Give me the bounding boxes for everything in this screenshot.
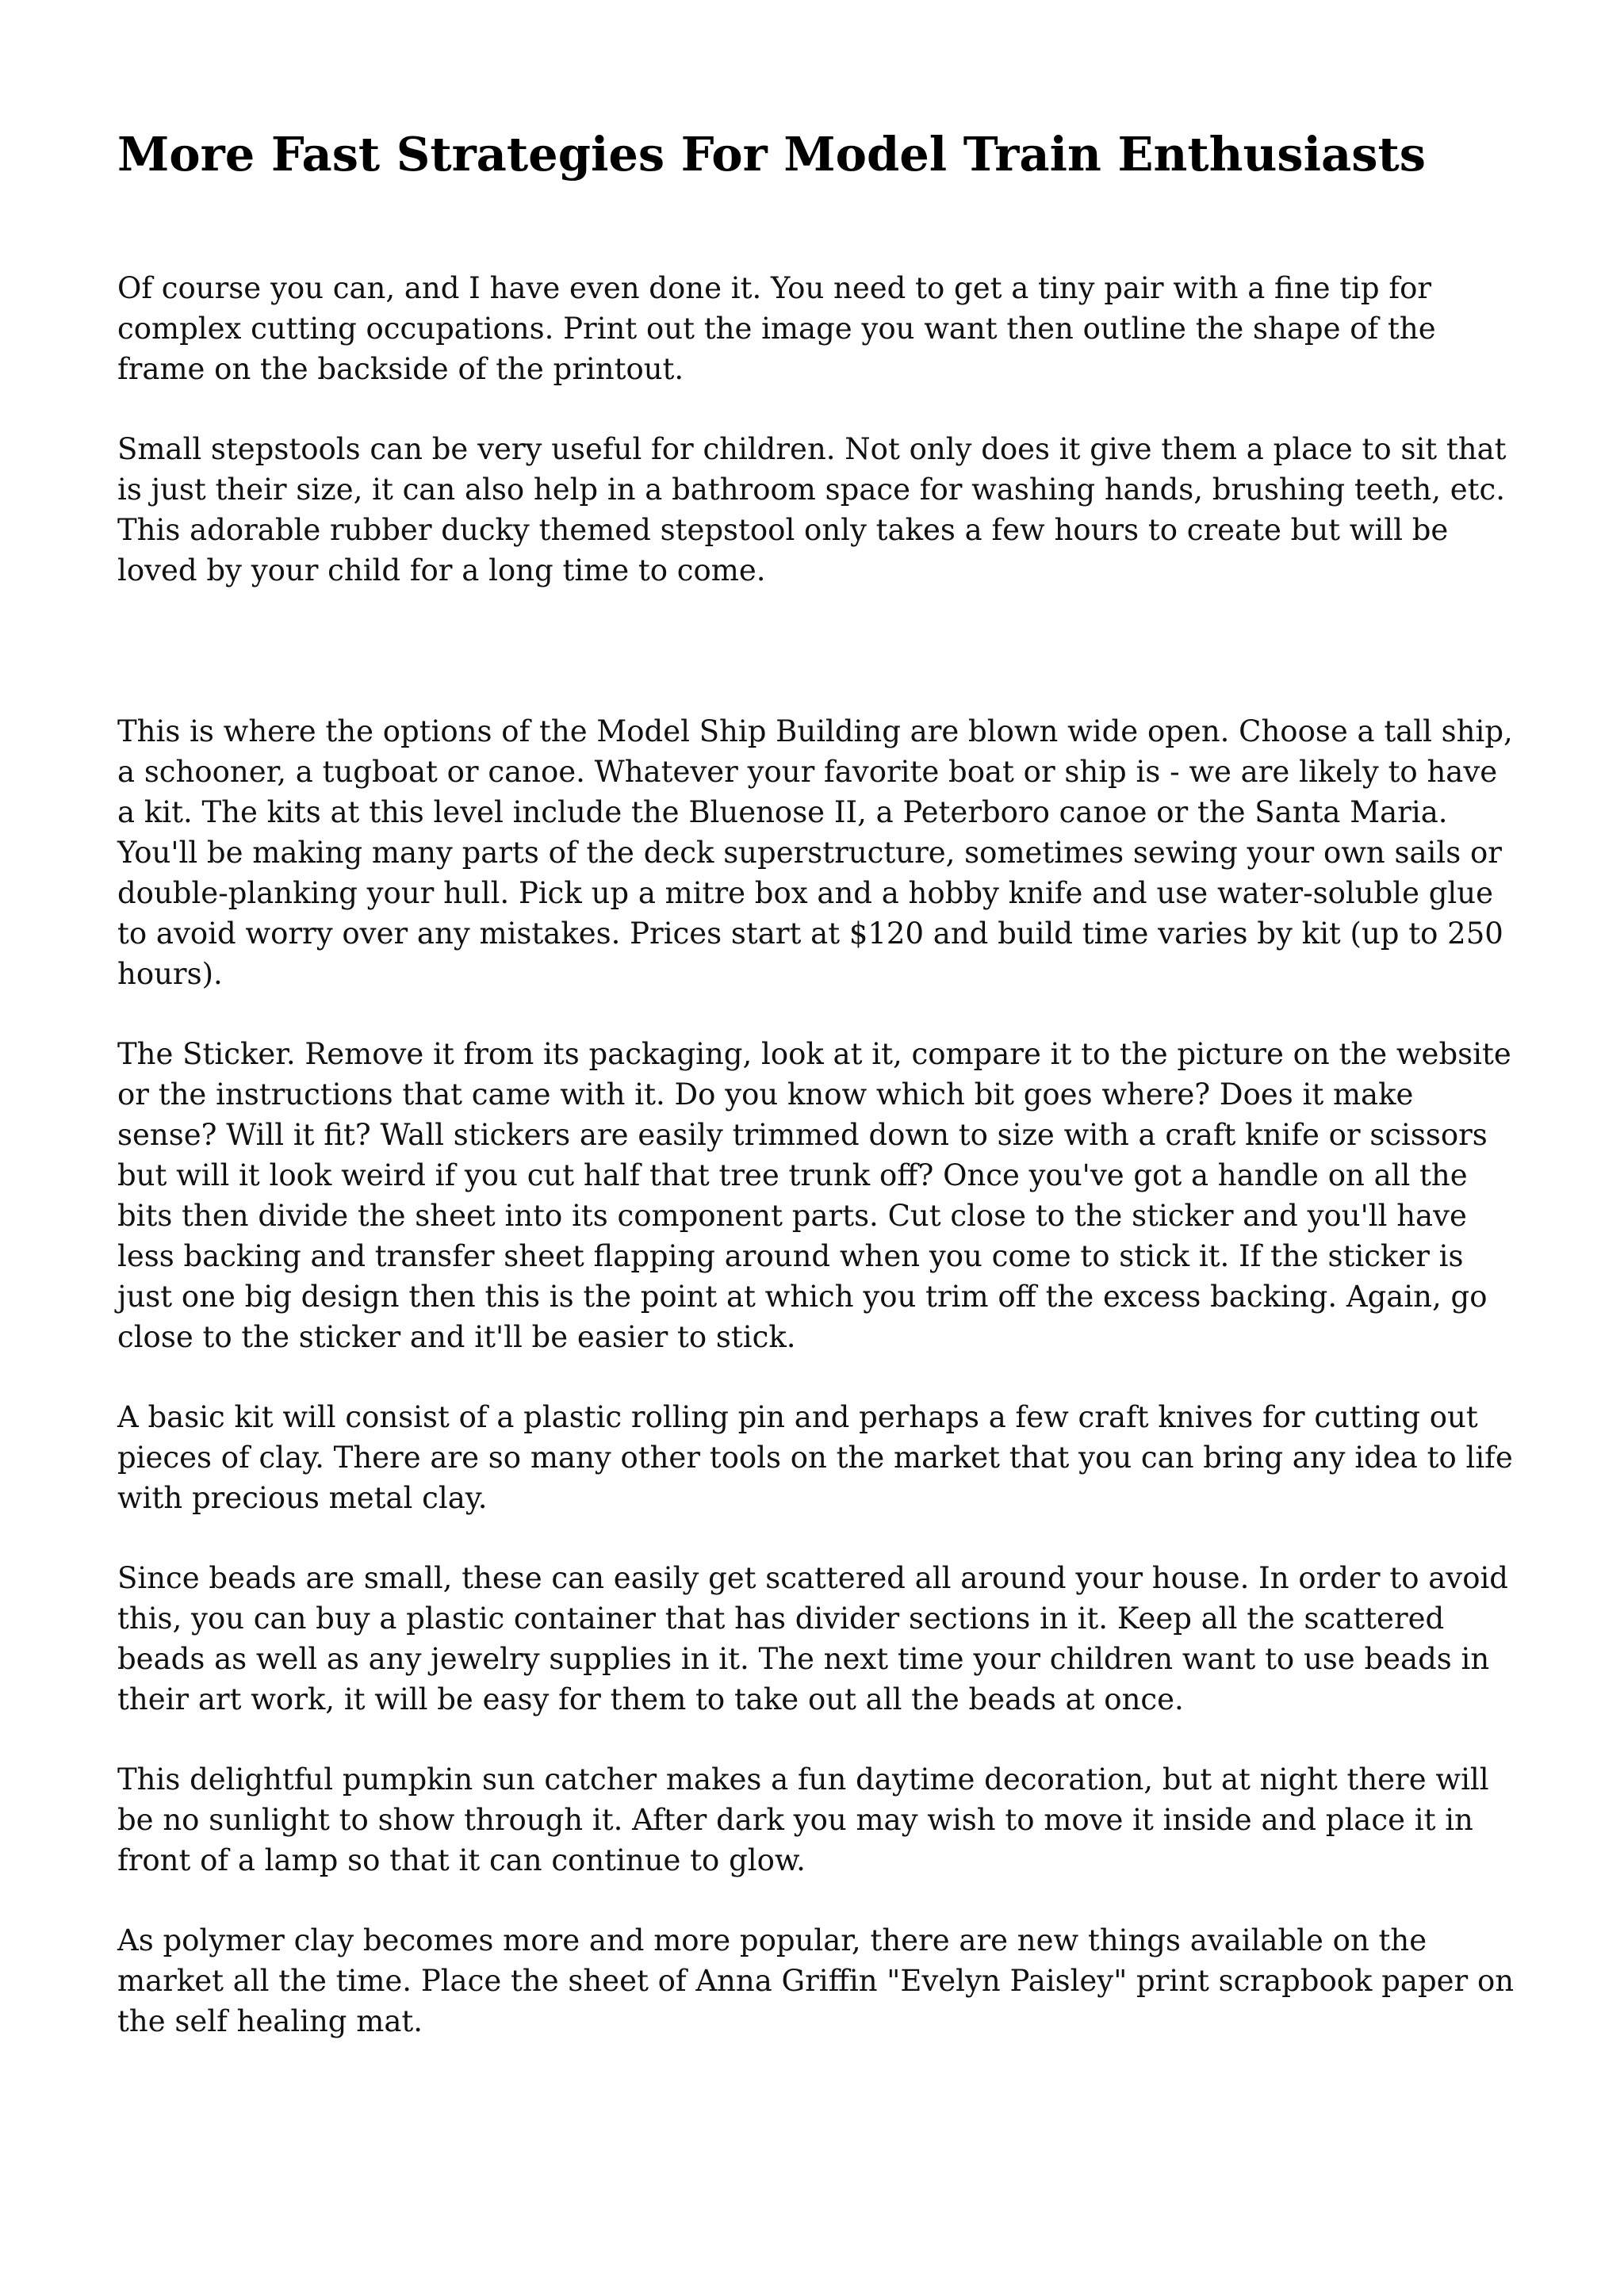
paragraph-3: This is where the options of the Model Ship Building are blown wide open. Choose a tall ship, a schooner, a tugboat or canoe. Whatever your favorite boat or ship is - we are likely to have a kit. The kits at this level include the Bluenose II, a Peterboro canoe or the Santa Maria. You'll be making many parts of the deck superstructure, sometimes sewing your own sails or double-planking your hull. Pick up a mitre box and a hobby knife and use water-soluble glue to avoid worry over any mistakes. Prices start at $120 and build time varies by kit (up to 250 hours).: [117, 714, 1513, 991]
spacer: [117, 1720, 1521, 1759]
document-page: [117, 119, 1521, 2042]
paragraph-1: Of course you can, and I have even done it. You need to get a tiny pair with a fine tip for complex cutting occupations. Print out the image you want then outline the shape of the frame on the backside of the printout.: [117, 271, 1436, 386]
spacer: [117, 1357, 1521, 1397]
paragraph-4: The Sticker. Remove it from its packaging, look at it, compare it to the picture on the website or the instructions that came with it. Do you know which bit goes where? Does it make sense? Will it fit? Wall stickers are easily trimmed down to size with a craft knife or scissors but will it look weird if you cut half that tree trunk off? Once you've got a handle on all the bits then divide the sheet into its component parts. Cut close to the sticker and you'll have less backing and transfer sheet flapping around when you come to stick it. If the sticker is just one big design then this is the point at which you trim off the excess backing. Again, go close to the sticker and it'll be easier to stick.: [117, 1037, 1511, 1354]
paragraph-8: As polymer clay becomes more and more popular, there are new things available on the market all the time. Place the sheet of Anna Griffin "Evelyn Paisley" print scrapbook paper on the self healing mat.: [117, 1923, 1515, 2038]
spacer: [117, 190, 1521, 268]
spacer: [117, 591, 1521, 711]
spacer: [117, 389, 1521, 429]
paragraph-7: This delightful pumpkin sun catcher makes a fun daytime decoration, but at night there will be no sunlight to show through it. After dark you may wish to move it inside and place it in front of a lamp so that it can continue to glow.: [117, 1762, 1489, 1877]
paragraph-2: Small stepstools can be very useful for children. Not only does it give them a place to sit that is just their size, it can also help in a bathroom space for washing hands, brushing teeth, etc. This adorable rubber ducky themed stepstool only takes a few hours to create but will be loved by your child for a long time to come.: [117, 432, 1507, 587]
spacer: [117, 994, 1521, 1034]
paragraph-6: Since beads are small, these can easily get scattered all around your house. In order to avoid this, you can buy a plastic container that has divider sections in it. Keep all the scattered beads as well as any jewelry supplies in it. The next time your children want to use beads in their art work, it will be easy for them to take out all the beads at once.: [117, 1561, 1508, 1716]
paragraph-5: A basic kit will consist of a plastic rolling pin and perhaps a few craft knives for cutting out pieces of clay. There are so many other tools on the market that you can bring any idea to life with precious metal clay.: [117, 1400, 1513, 1515]
spacer: [117, 1518, 1521, 1558]
spacer: [117, 1881, 1521, 1920]
page-title: More Fast Strategies For Model Train Enthusiasts: [117, 127, 1426, 182]
